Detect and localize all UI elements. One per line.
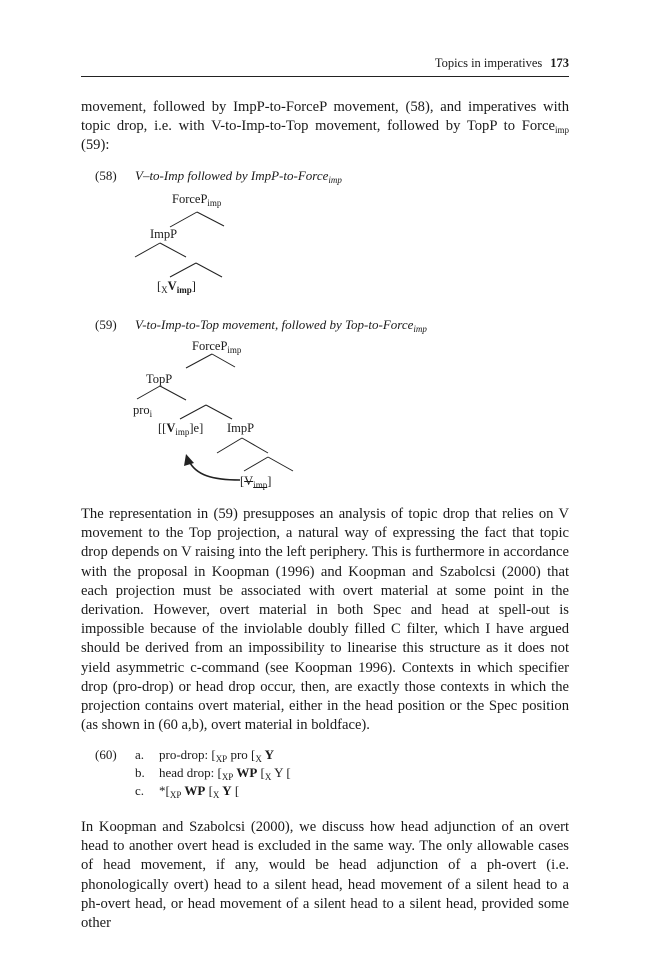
- ex59-head-v-sub: imp: [175, 427, 190, 437]
- example-58-number: (58): [95, 168, 117, 183]
- example-60a: [135, 747, 275, 764]
- example-60c-end: [: [231, 783, 240, 798]
- example-60c-wp: WP: [181, 783, 206, 798]
- ex59-forcep-sub: imp: [227, 345, 242, 355]
- ex59-forcep-text: ForceP: [192, 339, 228, 353]
- example-60a-xp: XP: [215, 754, 228, 764]
- example-60b-label: head drop: [: [159, 765, 222, 780]
- example-60c-content: [159, 783, 239, 799]
- ex59-head-close: ]e]: [189, 421, 204, 435]
- example-60a-letter: a.: [135, 747, 145, 762]
- example-60b-wp: WP: [233, 765, 258, 780]
- paragraph-1-text: movement, followed by ImpP-to-ForceP movement, (58), and imperatives with topic drop, i.e. with V-to-Imp-to-Top movement, followed by TopP to Force: [81, 99, 569, 135]
- page-number: 173: [550, 56, 569, 70]
- ex58-leaf-x: X: [161, 285, 168, 295]
- ex59-trace-v-sub: imp: [253, 480, 268, 490]
- ex58-impp-label: ImpP: [150, 227, 178, 241]
- example-60c-rest: [: [205, 783, 213, 798]
- ex59-trace-close: ]: [267, 474, 272, 488]
- ex59-trace-open: [: [240, 474, 245, 488]
- example-60b-letter: b.: [135, 765, 145, 780]
- example-60-number: (60): [95, 747, 117, 762]
- example-60a-pro: pro [: [227, 747, 256, 762]
- example-60c-letter: c.: [135, 783, 145, 798]
- ex59-head-v: V: [166, 421, 176, 435]
- example-58-caption-sub: imp: [328, 175, 342, 185]
- ex59-impp-label: ImpP: [227, 421, 255, 435]
- ex58-forcep-text: ForceP: [172, 192, 208, 206]
- ex59-pro-text: pro: [133, 403, 150, 417]
- ex58-leaf-v-sub: imp: [176, 285, 192, 295]
- example-60c-label: *[: [159, 783, 170, 798]
- example-60a-content: [159, 747, 274, 763]
- example-59-caption-main: V-to-Imp-to-Top movement, followed by Top-to-Force: [135, 317, 414, 332]
- example-59-caption-sub: imp: [413, 324, 427, 334]
- example-60a-label: pro-drop: [: [159, 747, 216, 762]
- paragraph-2: The representation in (59) presupposes an analysis of topic drop that relies on V movement to the Top projection, a natural way of expressing the fact that topic drop depends on V raising into the left periphery. This is furthermore in accordance with the proposal in Koopman (1996) and Koopman and Szabolcsi (2000) that each projection must be associated with overt material at some point in the derivation. However, overt material in both Spec and head at spell-out is impossible because of the inviolable doubly filled C filter, which I have argued should be derived from an impossibility to linearise this structure as it does not yield asymmetric c-command (see Koopman 1996). Contexts in which specifier drop (pro-drop) or head drop occur, then, are exactly those contexts in which the projection contains overt material, either in the head position or the Spec position (as shown in (60 a,b), overt material in boldface).: [81, 506, 569, 734]
- running-title: Topics in imperatives: [434, 56, 543, 70]
- ex59-head-open: [[: [158, 421, 167, 435]
- example-60a-x: X: [255, 754, 262, 764]
- example-60b: [135, 765, 291, 782]
- ex59-trace-v: V: [244, 474, 254, 488]
- example-60b-x: X: [264, 772, 272, 782]
- example-60a-y: Y: [261, 747, 275, 762]
- ex58-leaf-v: V: [167, 279, 177, 293]
- ex59-topp-label: TopP: [146, 372, 173, 386]
- example-60c-x: X: [212, 790, 220, 800]
- example-60c-xp: XP: [169, 790, 182, 800]
- example-60b-content: [159, 765, 291, 781]
- example-60c: [135, 783, 240, 800]
- ex59-pro-sub: i: [149, 409, 153, 419]
- example-59-number: (59): [95, 317, 117, 332]
- paragraph-1-tail: (59):: [81, 137, 110, 154]
- ex58-forcep-sub: imp: [207, 198, 222, 208]
- paragraph-3: In Koopman and Szabolcsi (2000), we discuss how head adjunction of an overt head to another overt head is excluded in the same way. The only allowable cases of head movement, if any, would be head adjunction of a ph-overt (i.e. phonologically overt) head to a silent head, head movement of a silent head to a ph-overt head, or head movement of a silent head to a silent head, provided some other: [81, 819, 569, 932]
- example-58-caption-main: V–to-Imp followed by ImpP-to-Force: [135, 168, 329, 183]
- ex58-leaf-open: [: [157, 279, 162, 293]
- ex58-leaf-close: ]: [191, 279, 196, 293]
- example-60c-y: Y: [219, 783, 232, 798]
- paragraph-1-sub: imp: [554, 125, 569, 136]
- example-60b-rest: [: [257, 765, 265, 780]
- example-60b-y: Y [: [271, 765, 291, 780]
- example-60b-xp: XP: [221, 772, 234, 782]
